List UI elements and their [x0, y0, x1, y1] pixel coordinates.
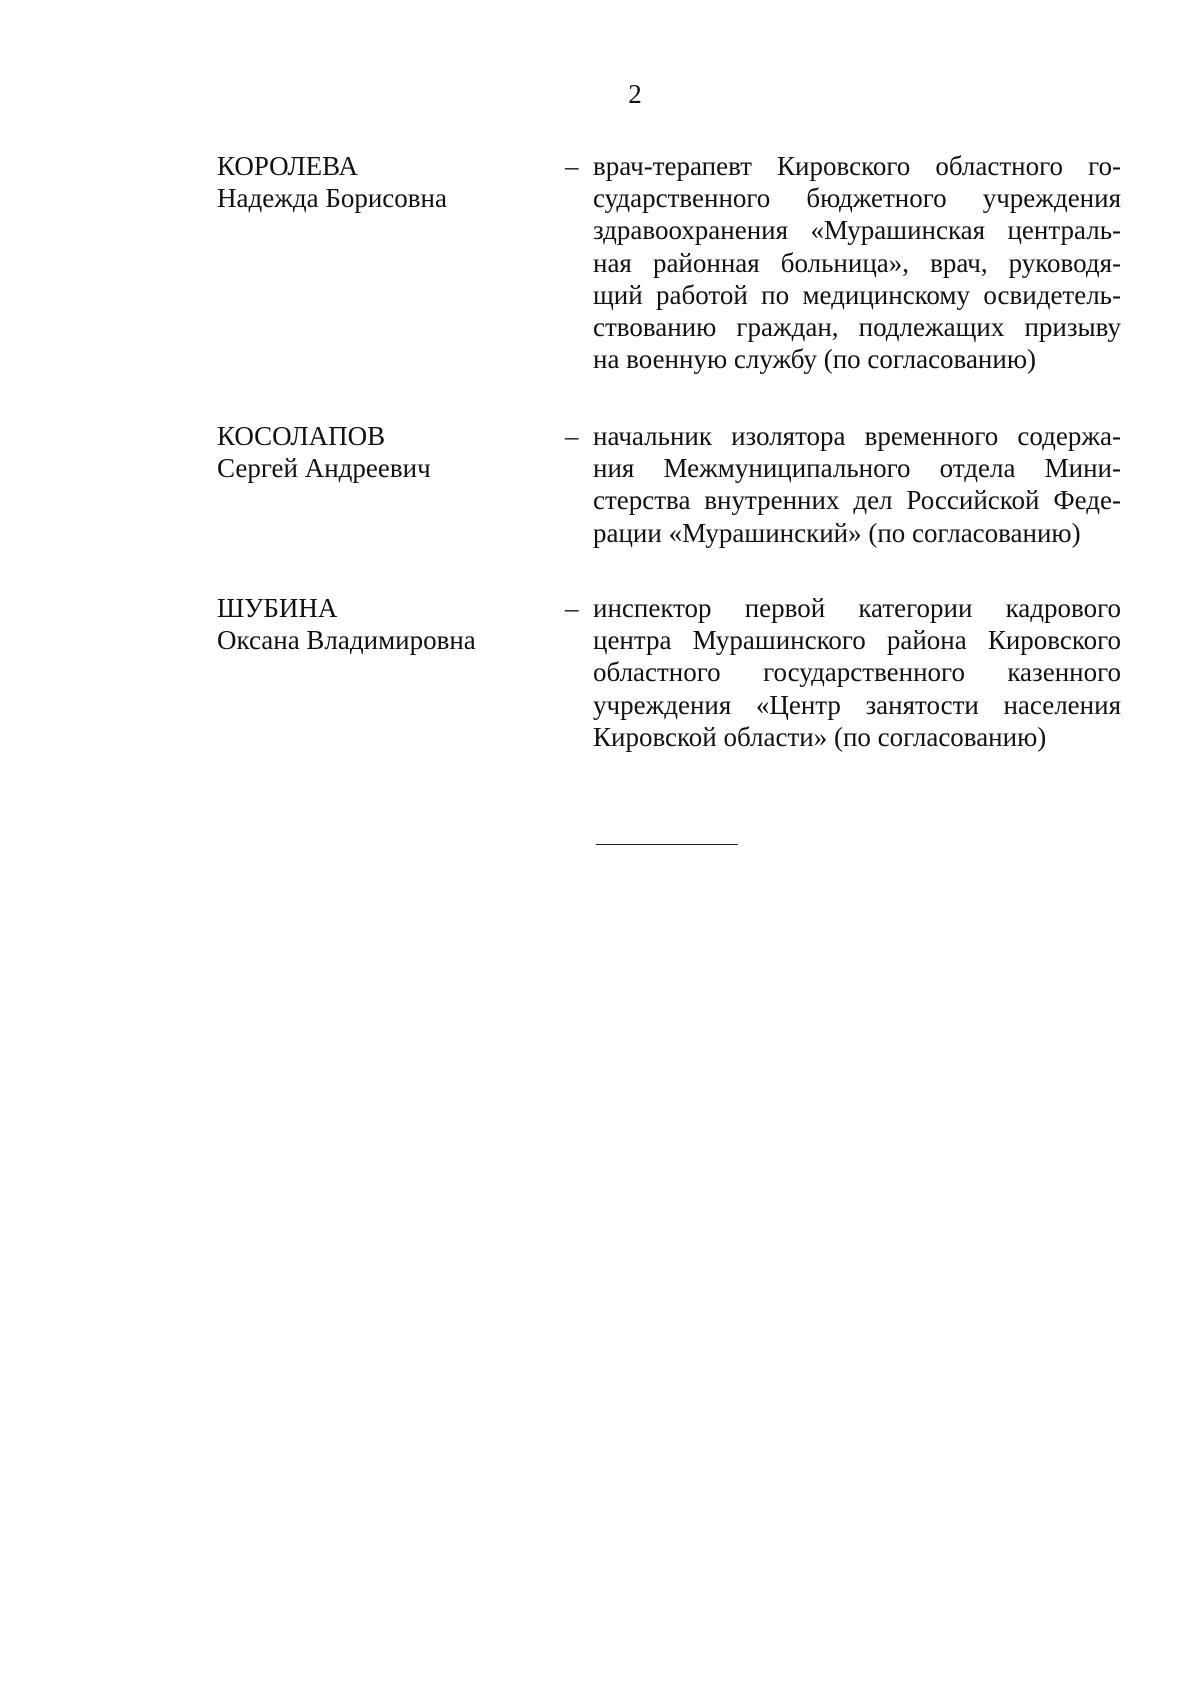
separator-dash: – — [565, 151, 579, 181]
member-surname: КОРОЛЕВА — [217, 151, 358, 181]
end-of-document-rule — [596, 844, 738, 845]
position-line: ная районная больница», врач, руководя- — [593, 247, 1121, 278]
member-name — [217, 150, 547, 214]
member-given-names: Сергей Андреевич — [217, 453, 431, 483]
member-position — [593, 420, 1121, 549]
page-number: 2 — [628, 79, 642, 109]
position-line: рации «Мурашинский» (по согласованию) — [593, 517, 1081, 548]
position-line: здравоохранения «Мурашинская централь- — [593, 215, 1121, 246]
member-surname: ШУБИНА — [217, 593, 338, 623]
member-name — [217, 592, 547, 656]
separator-dash: – — [565, 421, 579, 451]
member-surname: КОСОЛАПОВ — [217, 421, 386, 451]
position-line: областного государственного казенного — [593, 657, 1121, 688]
separator-dash: – — [565, 593, 579, 623]
position-line: инспектор первой категории кадрового — [593, 593, 1121, 623]
member-position — [593, 592, 1121, 753]
member-name — [217, 420, 547, 484]
position-line: центра Мурашинского района Кировского — [593, 625, 1121, 656]
position-line: сударственного бюджетного учреждения — [593, 183, 1121, 214]
position-line: врач-терапевт Кировского областного го- — [593, 151, 1121, 181]
position-line: щий работой по медицинскому освидетель- — [593, 279, 1121, 310]
member-position — [593, 150, 1121, 375]
position-line: на военную службу (по согласованию) — [593, 344, 1036, 375]
position-line: начальник изолятора временного содержа- — [593, 421, 1121, 451]
position-line: ствованию граждан, подлежащих призыву — [593, 312, 1121, 343]
member-given-names: Оксана Владимировна — [217, 625, 476, 655]
position-line: стерства внутренних дел Российской Феде- — [593, 485, 1121, 516]
position-line: Кировской области» (по согласованию) — [593, 721, 1047, 752]
position-line: ния Межмуниципального отдела Мини- — [593, 453, 1121, 484]
member-given-names: Надежда Борисовна — [217, 183, 447, 213]
position-line: учреждения «Центр занятости населения — [593, 689, 1121, 720]
